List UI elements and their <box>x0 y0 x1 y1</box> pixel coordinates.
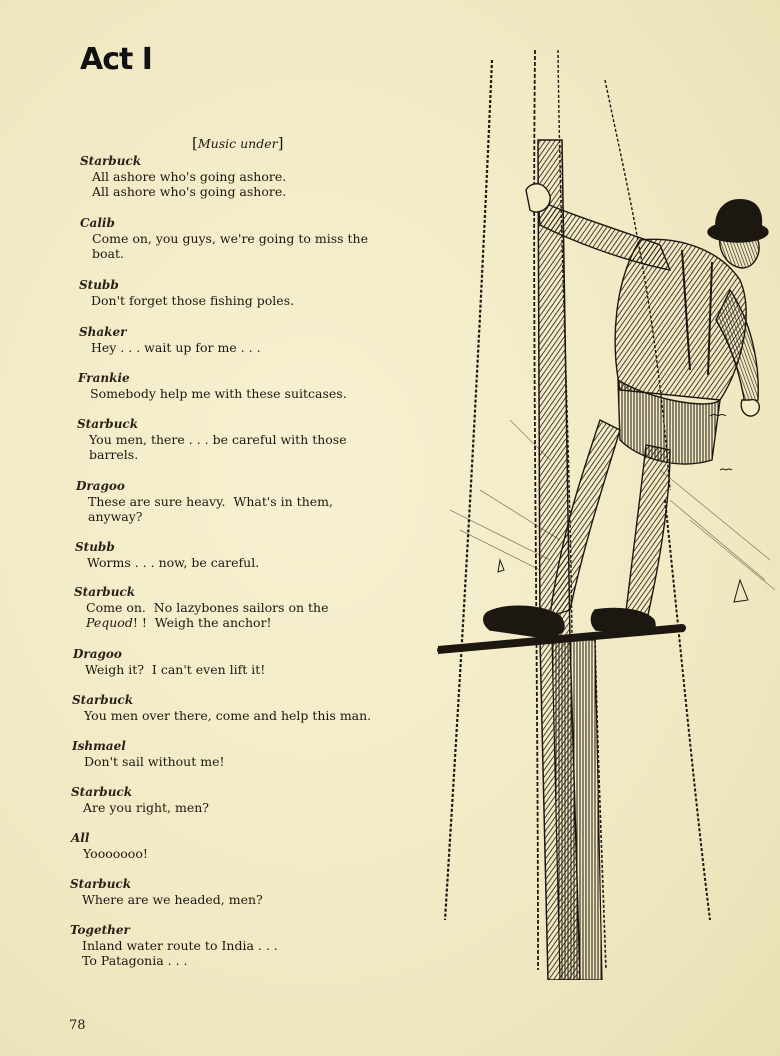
dialogue-cue <box>72 739 225 769</box>
dialogue-line: To Patagonia . . . <box>82 953 188 968</box>
dialogue-cue <box>74 585 328 630</box>
speaker-name: Starbuck <box>74 585 136 599</box>
dialogue-cue <box>79 278 294 308</box>
dialogue-line: barrels. <box>89 447 139 462</box>
dialogue-line: Come on. No lazybones sailors on the <box>86 600 329 615</box>
speaker-name: Starbuck <box>80 154 142 168</box>
dialogue-line: Don't sail without me! <box>84 754 225 769</box>
speaker-name: Starbuck <box>77 417 139 431</box>
dialogue-cue <box>70 923 278 968</box>
speaker-name: Dragoo <box>76 479 125 493</box>
dialogue-line: Come on, you guys, we're going to miss the <box>92 231 369 246</box>
speaker-name: Starbuck <box>70 877 132 891</box>
dialogue-line: Where are we headed, men? <box>82 892 263 907</box>
speaker-name: Starbuck <box>71 785 133 799</box>
dialogue-cue <box>71 831 148 861</box>
ship-name: Pequod <box>86 615 133 630</box>
speaker-name: Dragoo <box>73 647 122 661</box>
dialogue-cue <box>70 877 263 907</box>
speaker-name: Stubb <box>75 540 115 554</box>
page-title: Act I <box>80 42 152 77</box>
dialogue-cue <box>72 693 371 723</box>
stage-direction-text: Music under <box>197 136 278 151</box>
dialogue-line: All ashore who's going ashore. <box>92 169 287 184</box>
dialogue-cue <box>79 325 261 355</box>
dialogue-cue <box>77 417 347 462</box>
dialogue-line: Somebody help me with these suitcases. <box>90 386 347 401</box>
dialogue-line: All ashore who's going ashore. <box>92 184 287 199</box>
dialogue-line: These are sure heavy. What's in them, <box>88 494 333 509</box>
sailor-figure <box>484 184 768 638</box>
speaker-name: All <box>71 831 90 845</box>
speaker-name: Starbuck <box>72 693 134 707</box>
dialogue-line: boat. <box>92 246 124 261</box>
sailor-on-mast-illustration <box>420 40 780 980</box>
dialogue-cue <box>71 785 209 815</box>
dialogue-cue <box>78 371 347 401</box>
dialogue-line: Inland water route to India . . . <box>82 938 278 953</box>
dialogue-line: Yooooooo! <box>83 846 148 861</box>
dialogue-cue <box>80 216 368 261</box>
dialogue-cue <box>76 479 333 524</box>
speaker-name: Frankie <box>78 371 130 385</box>
dialogue-line: You men, there . . . be careful with those <box>89 432 347 447</box>
dialogue-cue <box>73 647 265 677</box>
speaker-name: Together <box>70 923 130 937</box>
dialogue-line: Are you right, men? <box>83 800 209 815</box>
speaker-name: Shaker <box>79 325 127 339</box>
dialogue-line: Worms . . . now, be careful. <box>87 555 260 570</box>
dialogue-line: Hey . . . wait up for me . . . <box>91 340 261 355</box>
speaker-name: Ishmael <box>72 739 126 753</box>
speaker-name: Stubb <box>79 278 119 292</box>
speaker-name: Calib <box>80 216 115 230</box>
page-number: 78 <box>69 1018 86 1033</box>
dialogue-line: Pequod! ! Weigh the anchor! <box>86 615 272 630</box>
dialogue-cue <box>80 154 286 199</box>
dialogue-cue <box>75 540 259 570</box>
dialogue-line: You men over there, come and help this man. <box>84 708 372 723</box>
stage-direction: [Music under] <box>192 134 284 152</box>
dialogue-line: Weigh it? I can't even lift it! <box>85 662 266 677</box>
dialogue-line: anyway? <box>88 509 143 524</box>
dialogue-line: Don't forget those fishing poles. <box>91 293 295 308</box>
